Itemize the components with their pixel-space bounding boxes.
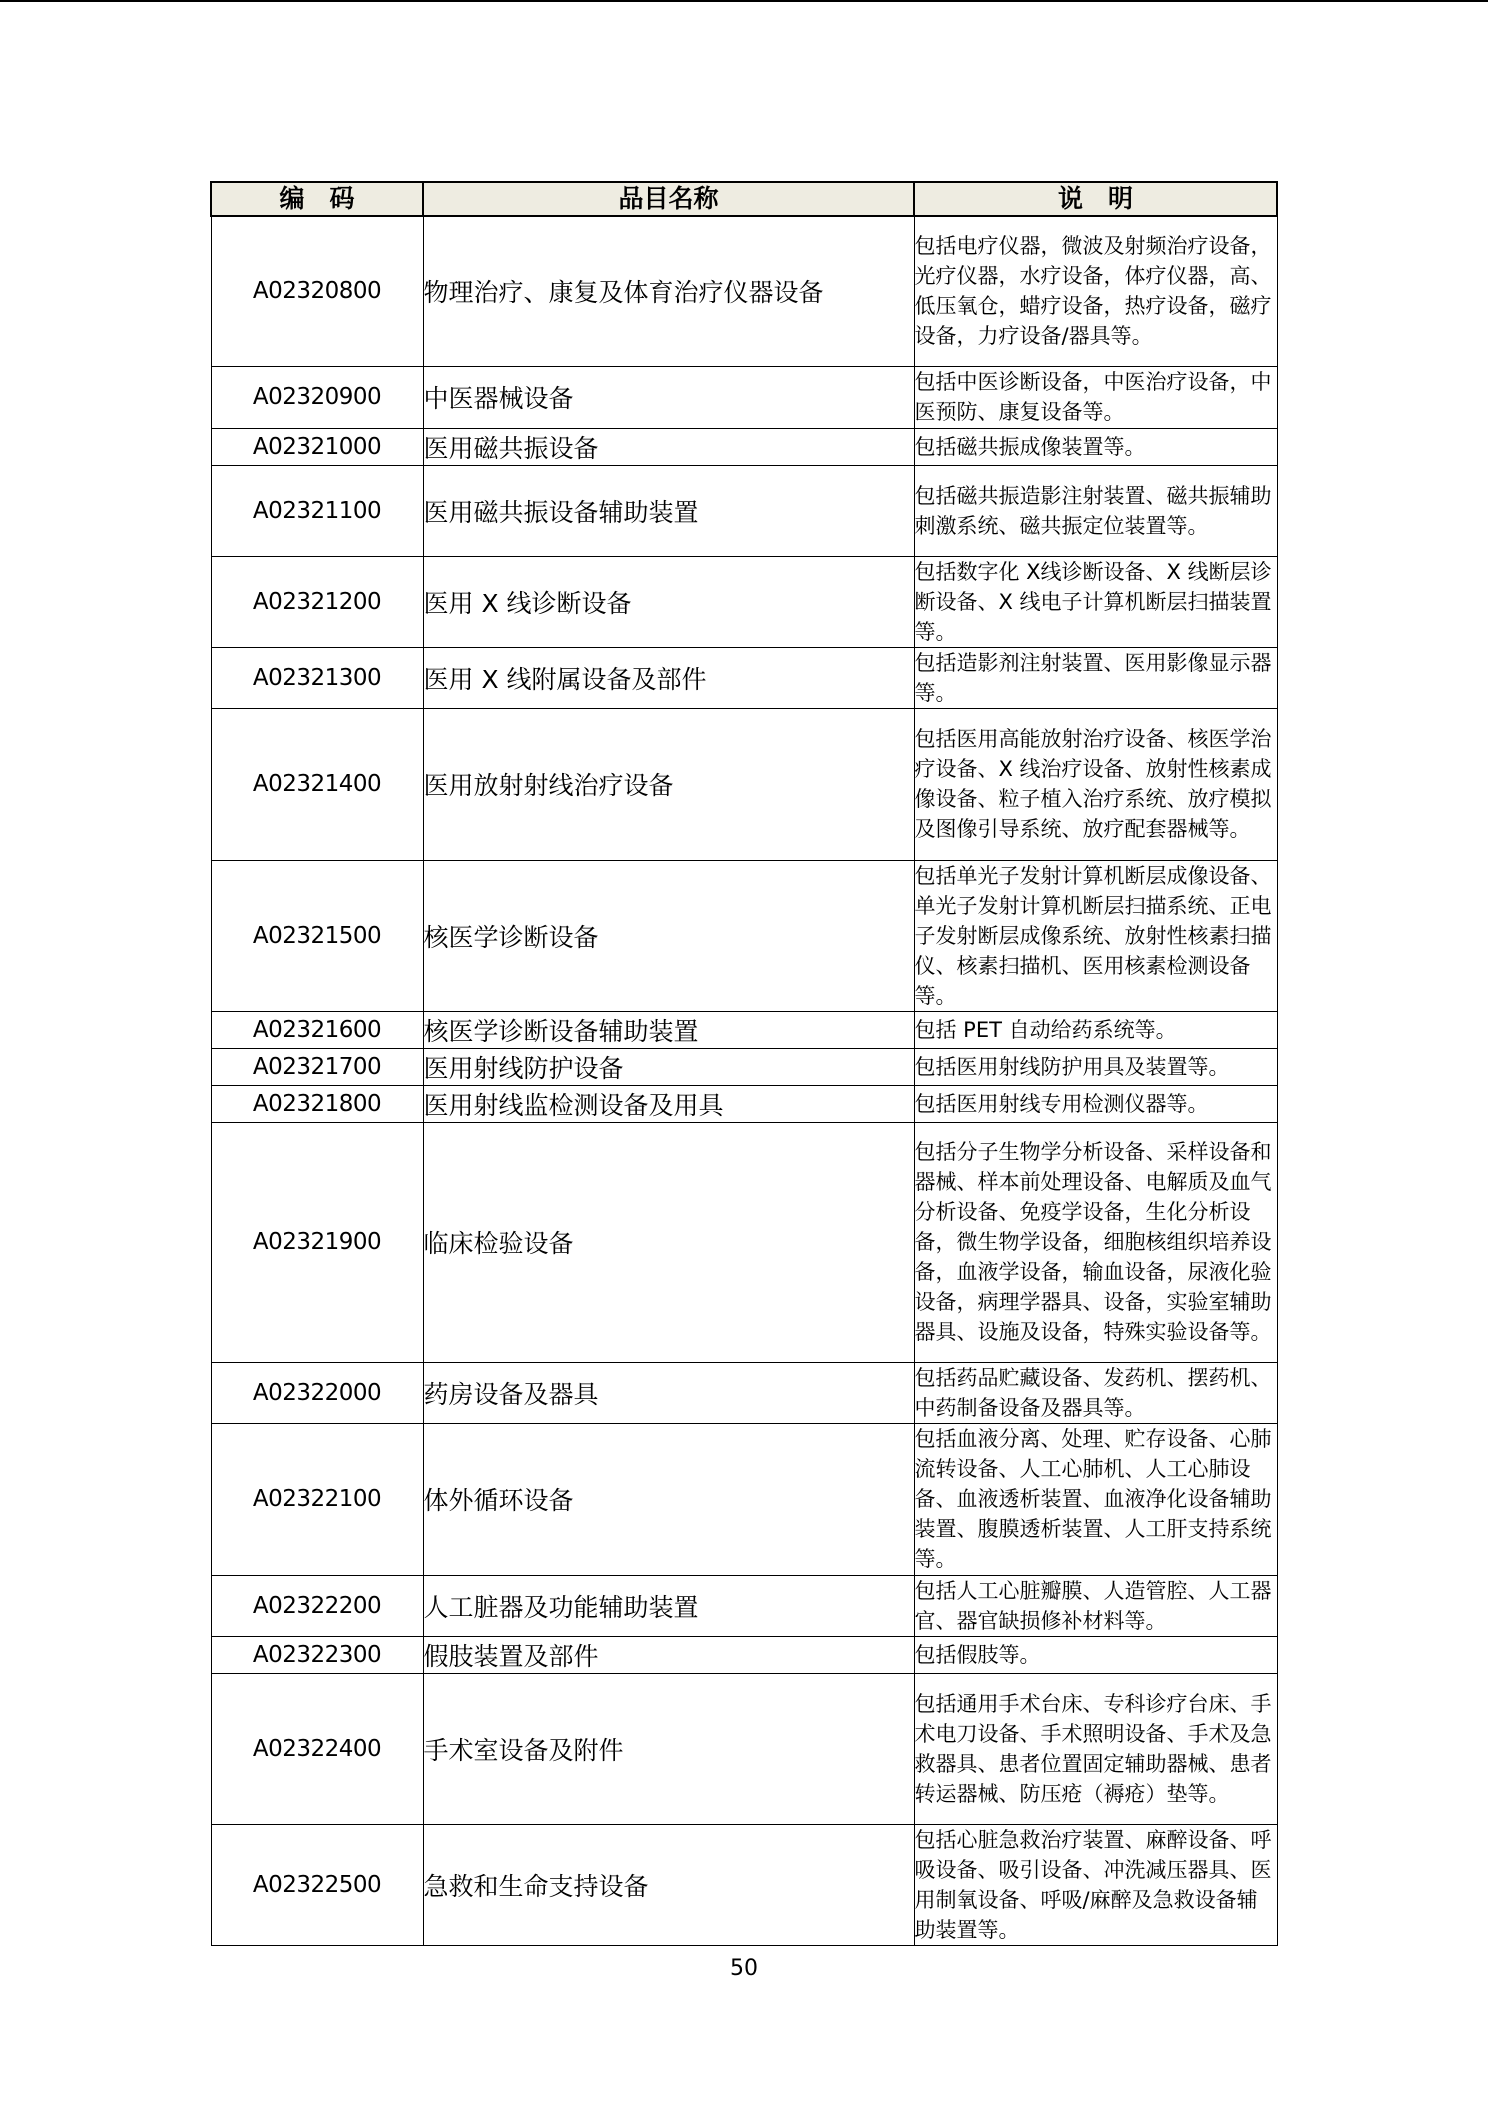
row-code: A02321000 xyxy=(211,428,423,465)
header-name: 品目名称 xyxy=(423,182,914,216)
row-name: 假肢装置及部件 xyxy=(423,1636,914,1673)
row-desc: 包括医用高能放射治疗设备、核医学治疗设备、X 线治疗设备、放射性核素成像设备、粒子植入治疗系统、放疗模拟及图像引导系统、放疗配套器械等。 xyxy=(914,708,1277,860)
page-top-rule xyxy=(0,0,1488,2)
row-code: A02322000 xyxy=(211,1362,423,1423)
row-name: 医用放射射线治疗设备 xyxy=(423,708,914,860)
table-row xyxy=(211,1673,1277,1824)
row-name: 临床检验设备 xyxy=(423,1122,914,1362)
row-code: A02321300 xyxy=(211,647,423,708)
table-row xyxy=(211,1085,1277,1122)
row-name: 急救和生命支持设备 xyxy=(423,1824,914,1945)
row-desc: 包括心脏急救治疗装置、麻醉设备、呼吸设备、吸引设备、冲洗减压器具、医用制氧设备、呼吸/麻醉及急救设备辅助装置等。 xyxy=(914,1824,1277,1945)
row-name: 医用磁共振设备辅助装置 xyxy=(423,465,914,556)
row-code: A02321200 xyxy=(211,556,423,647)
table-row xyxy=(211,1575,1277,1636)
row-code: A02321400 xyxy=(211,708,423,860)
row-code: A02321700 xyxy=(211,1048,423,1085)
row-code: A02320800 xyxy=(211,216,423,366)
row-desc: 包括中医诊断设备，中医治疗设备，中医预防、康复设备等。 xyxy=(914,366,1277,428)
row-name: 医用 X 线附属设备及部件 xyxy=(423,647,914,708)
row-code: A02321600 xyxy=(211,1011,423,1048)
row-desc: 包括造影剂注射装置、医用影像显示器等。 xyxy=(914,647,1277,708)
row-code: A02322300 xyxy=(211,1636,423,1673)
row-name: 核医学诊断设备 xyxy=(423,860,914,1011)
row-desc: 包括药品贮藏设备、发药机、摆药机、中药制备设备及器具等。 xyxy=(914,1362,1277,1423)
table-row xyxy=(211,1048,1277,1085)
row-code: A02320900 xyxy=(211,366,423,428)
table-row xyxy=(211,1362,1277,1423)
table-row xyxy=(211,1122,1277,1362)
row-name: 医用射线监检测设备及用具 xyxy=(423,1085,914,1122)
row-name: 核医学诊断设备辅助装置 xyxy=(423,1011,914,1048)
row-desc: 包括假肢等。 xyxy=(914,1636,1277,1673)
row-name: 体外循环设备 xyxy=(423,1423,914,1575)
header-code: 编 码 xyxy=(211,182,423,216)
row-desc: 包括人工心脏瓣膜、人造管腔、人工器官、器官缺损修补材料等。 xyxy=(914,1575,1277,1636)
row-code: A02322500 xyxy=(211,1824,423,1945)
row-name: 医用磁共振设备 xyxy=(423,428,914,465)
header-desc: 说 明 xyxy=(914,182,1277,216)
table-body xyxy=(211,216,1277,1945)
row-code: A02321100 xyxy=(211,465,423,556)
table-row xyxy=(211,708,1277,860)
row-desc: 包括医用射线防护用具及装置等。 xyxy=(914,1048,1277,1085)
row-code: A02322200 xyxy=(211,1575,423,1636)
row-name: 中医器械设备 xyxy=(423,366,914,428)
row-code: A02322100 xyxy=(211,1423,423,1575)
row-desc: 包括磁共振成像装置等。 xyxy=(914,428,1277,465)
row-name: 医用 X 线诊断设备 xyxy=(423,556,914,647)
table-row xyxy=(211,1636,1277,1673)
row-desc: 包括数字化 X线诊断设备、X 线断层诊断设备、X 线电子计算机断层扫描装置等。 xyxy=(914,556,1277,647)
table-row xyxy=(211,647,1277,708)
table-row xyxy=(211,1423,1277,1575)
row-desc: 包括血液分离、处理、贮存设备、心肺流转设备、人工心肺机、人工心肺设备、血液透析装置、血液净化设备辅助装置、腹膜透析装置、人工肝支持系统等。 xyxy=(914,1423,1277,1575)
row-name: 人工脏器及功能辅助装置 xyxy=(423,1575,914,1636)
row-desc: 包括分子生物学分析设备、采样设备和器械、样本前处理设备、电解质及血气分析设备、免疫学设备，生化分析设备，微生物学设备，细胞核组织培养设备，血液学设备，输血设备，尿液化验设备，病理学器具、设备，实验室辅助器具、设施及设备，特殊实验设备等。 xyxy=(914,1122,1277,1362)
page-number: 50 xyxy=(730,1956,758,1981)
table-row xyxy=(211,366,1277,428)
row-desc: 包括磁共振造影注射装置、磁共振辅助刺激系统、磁共振定位装置等。 xyxy=(914,465,1277,556)
table-row xyxy=(211,1011,1277,1048)
row-name: 手术室设备及附件 xyxy=(423,1673,914,1824)
row-desc: 包括单光子发射计算机断层成像设备、单光子发射计算机断层扫描系统、正电子发射断层成像系统、放射性核素扫描仪、核素扫描机、医用核素检测设备等。 xyxy=(914,860,1277,1011)
table-header-row xyxy=(211,182,1277,216)
row-desc: 包括电疗仪器，微波及射频治疗设备，光疗仪器，水疗设备，体疗仪器，高、低压氧仓，蜡疗设备，热疗设备，磁疗设备，力疗设备/器具等。 xyxy=(914,216,1277,366)
row-name: 药房设备及器具 xyxy=(423,1362,914,1423)
table-row xyxy=(211,860,1277,1011)
row-desc: 包括 PET 自动给药系统等。 xyxy=(914,1011,1277,1048)
row-desc: 包括医用射线专用检测仪器等。 xyxy=(914,1085,1277,1122)
table-row xyxy=(211,556,1277,647)
row-code: A02322400 xyxy=(211,1673,423,1824)
catalog-table xyxy=(210,181,1278,1946)
table-row xyxy=(211,428,1277,465)
row-code: A02321900 xyxy=(211,1122,423,1362)
catalog-table-container xyxy=(210,181,1278,1946)
table-row xyxy=(211,216,1277,366)
table-row xyxy=(211,1824,1277,1945)
table-row xyxy=(211,465,1277,556)
row-code: A02321800 xyxy=(211,1085,423,1122)
row-name: 物理治疗、康复及体育治疗仪器设备 xyxy=(423,216,914,366)
row-desc: 包括通用手术台床、专科诊疗台床、手术电刀设备、手术照明设备、手术及急救器具、患者位置固定辅助器械、患者转运器械、防压疮（褥疮）垫等。 xyxy=(914,1673,1277,1824)
row-code: A02321500 xyxy=(211,860,423,1011)
row-name: 医用射线防护设备 xyxy=(423,1048,914,1085)
